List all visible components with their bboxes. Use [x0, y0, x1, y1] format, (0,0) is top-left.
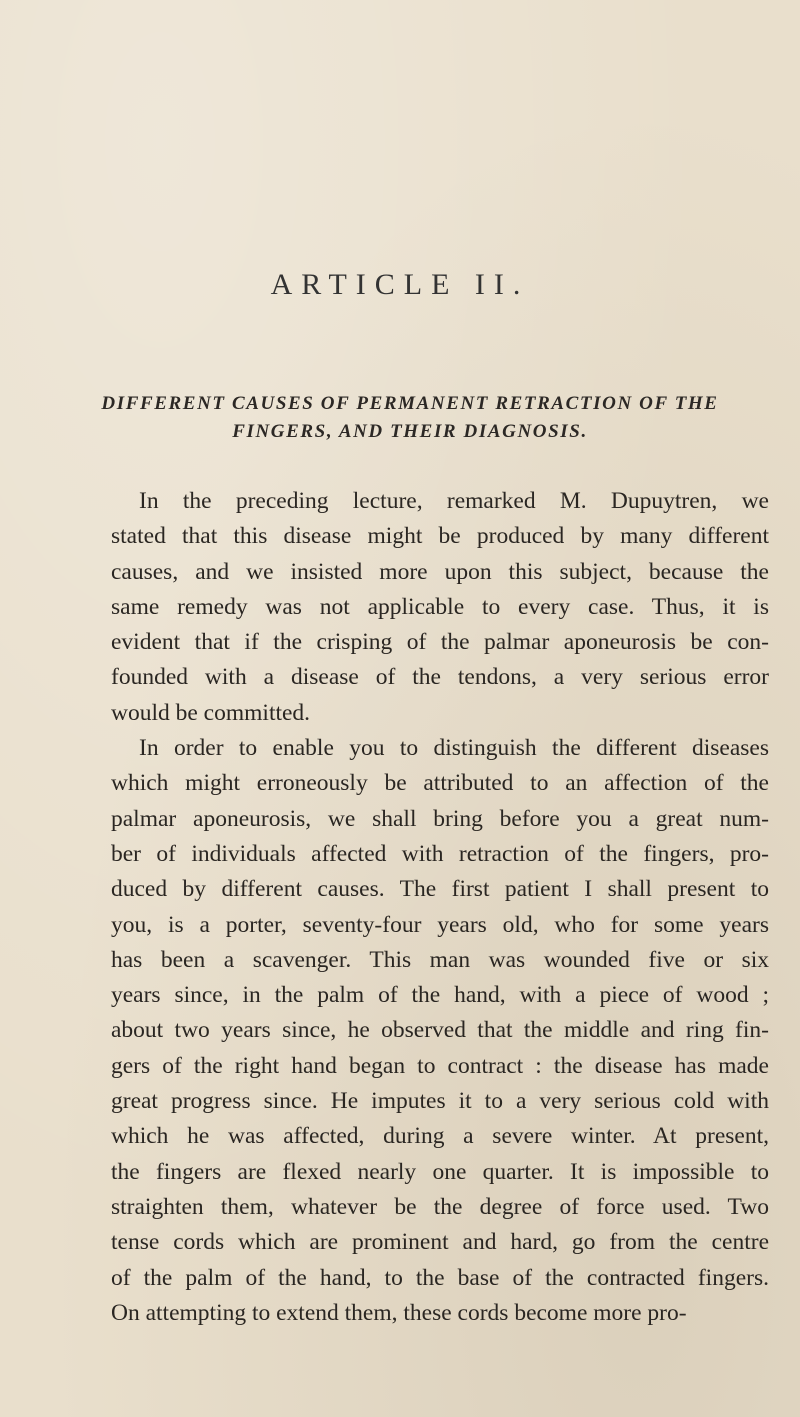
- text-line: has been a scavenger. This man was wounded five or six: [111, 946, 769, 973]
- body-text: [111, 484, 769, 1331]
- text-line: On attempting to extend them, these cords become more pro-: [111, 1299, 687, 1326]
- text-line: In order to enable you to distinguish the different diseases: [139, 735, 769, 762]
- text-line: straighten them, whatever be the degree of force used. Two: [111, 1193, 769, 1220]
- text-line: palmar aponeurosis, we shall bring before you a great num-: [111, 805, 769, 832]
- text-line: tense cords which are prominent and hard, go from the centre: [111, 1229, 769, 1256]
- text-line: stated that this disease might be produced by many different: [111, 523, 769, 550]
- text-line: In the preceding lecture, remarked M. Dupuytren, we: [139, 488, 769, 514]
- text-line: ber of individuals affected with retraction of the fingers, pro-: [111, 840, 769, 867]
- article-subtitle: [90, 390, 730, 446]
- subtitle-line-2: FINGERS, AND THEIR DIAGNOSIS.: [232, 421, 588, 442]
- paragraph-1: [111, 484, 769, 731]
- text-line: about two years since, he observed that the middle and ring fin-: [111, 1017, 769, 1044]
- text-line: causes, and we insisted more upon this subject, because the: [111, 558, 769, 585]
- text-line: duced by different causes. The first patient I shall present to: [111, 876, 769, 903]
- text-line: years since, in the palm of the hand, with a piece of wood ;: [111, 982, 769, 1009]
- text-line: gers of the right hand began to contract : the disease has made: [111, 1052, 769, 1079]
- text-line: founded with a disease of the tendons, a very serious error: [111, 664, 769, 691]
- text-line: you, is a porter, seventy-four years old, who for some years: [111, 911, 769, 938]
- text-line: of the palm of the hand, to the base of the contracted fingers.: [111, 1264, 769, 1291]
- text-line: the fingers are flexed nearly one quarter. It is impossible to: [111, 1158, 769, 1185]
- text-line: would be committed.: [111, 699, 311, 726]
- text-line: same remedy was not applicable to every case. Thus, it is: [111, 593, 769, 620]
- text-line: which might erroneously be attributed to an affection of the: [111, 770, 769, 797]
- text-line: evident that if the crisping of the palmar aponeurosis be con-: [111, 629, 769, 656]
- text-line: which he was affected, during a severe winter. At present,: [111, 1123, 769, 1150]
- subtitle-line-1: DIFFERENT CAUSES OF PERMANENT RETRACTION OF THE: [101, 393, 719, 414]
- paragraph-2: [111, 731, 769, 1331]
- article-heading: ARTICLE II.: [270, 268, 530, 301]
- text-line: great progress since. He imputes it to a very serious cold with: [111, 1088, 769, 1115]
